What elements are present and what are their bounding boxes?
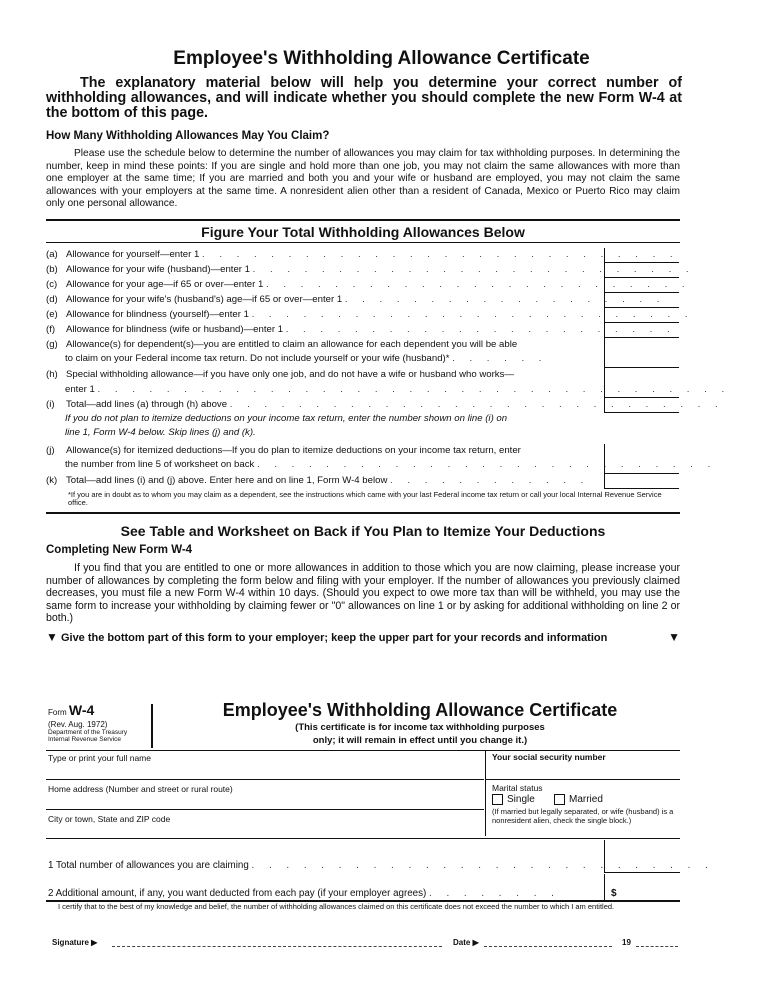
page-title: Employee's Withholding Allowance Certificate <box>173 48 590 69</box>
line-c: (c) Allowance for your age—if 65 or over—enter 1 . . . . . . . . . . . . . . . . . . . . . . . . . <box>46 279 691 290</box>
year-field[interactable] <box>636 946 678 947</box>
answer-box-e[interactable] <box>604 308 679 323</box>
year-label: 19 <box>622 938 631 947</box>
footnote: *If you are in doubt as to whom you may claim as a dependent, see the instructions which came with your last Federal income tax return or call your local Internal Revenue Service office. <box>68 490 662 507</box>
form-number: W-4 <box>68 702 95 718</box>
line-i: (i) Total—add lines (a) through (h) above . . . . . . . . . . . . . . . . . . . . . . . . . . . . . <box>46 399 724 410</box>
name-label: Type or print your full name <box>48 753 151 763</box>
form-title: Employee's Withholding Allowance Certificate <box>222 700 618 720</box>
form-id <box>48 702 128 743</box>
line-2: 2 Additional amount, if any, you want deducted from each pay (if your employer agrees) . . . . . . . . <box>48 888 560 899</box>
form-rev: (Rev. Aug. 1972) <box>48 719 108 729</box>
signature-field[interactable] <box>112 946 442 947</box>
line-2-box[interactable] <box>604 874 680 900</box>
answer-box-h[interactable] <box>604 368 679 398</box>
answer-box-c[interactable] <box>604 278 679 293</box>
completing-paragraph: If you find that you are entitled to one or more allowances in addition to those which you are now claiming, please increase your number of allowances by completing the form below and filing with your employer. If the number of allowances you previously claimed decreases, you must file a new Form W-4 within 10 days. (Should you expect to owe more tax than will be withheld, you may use the same form to increase your withholding by claiming fewer or "0" allowances on line 1 or by asking for additional withholding on line 2 or both.) <box>46 562 680 624</box>
figure-title: Figure Your Total Withholding Allowances Below <box>201 224 525 240</box>
divider <box>46 219 680 221</box>
answer-box-i[interactable] <box>604 398 679 413</box>
address-field[interactable] <box>46 796 484 808</box>
divider <box>46 809 484 810</box>
line-j: (j) Allowance(s) for itemized deductions—If you do plan to itemize deductions on your income tax return, enter <box>46 445 521 456</box>
answer-box-a[interactable] <box>604 248 679 263</box>
ssn-field[interactable] <box>492 765 678 779</box>
single-option[interactable]: Single <box>492 794 535 805</box>
line-f: (f) Allowance for blindness (wife or husband)—enter 1 . . . . . . . . . . . . . . . . . . . . . . . <box>46 324 676 335</box>
line-1-box[interactable] <box>604 840 680 873</box>
line-j-cont: the number from line 5 of worksheet on back . . . . . . . . . . . . . . . . . . . . . . . . . . . <box>65 459 717 470</box>
intro-text: The explanatory material below will help you determine your correct number of withholding allowances, and will indicate whether you should complete the new Form W-4 at the bottom of this page. <box>46 75 682 121</box>
answer-box-j[interactable] <box>604 444 679 474</box>
form-id-divider <box>151 704 153 748</box>
divider <box>46 779 484 780</box>
line-k: (k) Total—add lines (i) and (j) above. Enter here and on line 1, Form W-4 below . . . . . . . . . . . . <box>46 475 590 486</box>
form-dept: Department of the Treasury <box>48 729 128 736</box>
line-d: (d) Allowance for your wife's (husband's) age—if 65 or over—enter 1 . . . . . . . . . . . . . . . . . . . <box>46 294 666 305</box>
form-word: Form <box>48 708 67 717</box>
certify-text: I certify that to the best of my knowledge and belief, the number of withholding allowances claimed on this certificate does not exceed the number to which I am entitled. <box>58 902 615 911</box>
form-subtitle-2: only; it will remain in effect until you change it.) <box>312 735 528 746</box>
line-h-cont: enter 1 . . . . . . . . . . . . . . . . . . . . . . . . . . . . . . . . . . . . . <box>65 384 731 395</box>
line-e: (e) Allowance for blindness (yourself)—enter 1 . . . . . . . . . . . . . . . . . . . . . . . . . . <box>46 309 694 320</box>
column-divider <box>485 750 486 836</box>
see-title: See Table and Worksheet on Back if You Plan to Itemize Your Deductions <box>120 523 606 539</box>
city-label: City or town, State and ZIP code <box>48 814 171 824</box>
answer-box-b[interactable] <box>604 263 679 278</box>
divider <box>486 779 680 780</box>
completing-heading: Completing New Form W-4 <box>46 544 193 556</box>
married-option[interactable]: Married <box>554 794 603 805</box>
marital-label: Marital status <box>492 783 543 793</box>
married-note: (If married but legally separated, or wife (husband) is a nonresident alien, check the single block.) <box>492 807 674 825</box>
allowances-heading: How Many Withholding Allowances May You Claim? <box>46 130 330 142</box>
ssn-label: Your social security number <box>492 752 606 762</box>
divider <box>46 242 680 243</box>
city-field[interactable] <box>46 824 484 836</box>
line-g: (g) Allowance(s) for dependent(s)—you are entitled to claim an allowance for each dependent you will be able <box>46 339 518 350</box>
answer-box-k[interactable] <box>604 474 679 489</box>
allowances-paragraph: Please use the schedule below to determine the number of allowances you may claim for tax withholding purposes. In determining the number, keep in mind these points: If you are single and hold more than one job, you may not claim the same allowances with more than one employer at the same time; If you are married and both you and your wife or husband are employed, you may not claim the same allowances with your employers at the same time. A nonresident alien other than a resident of Canada, Mexico or Puerto Rico may claim only one personal allowance. <box>46 148 680 209</box>
down-arrow-icon: ▼ <box>46 630 58 644</box>
down-arrow-icon: ▼ <box>668 630 680 644</box>
line-g-cont: to claim on your Federal income tax return. Do not include yourself or your wife (husband)* . . . . . . <box>65 353 548 364</box>
form-irs: Internal Revenue Service <box>48 736 121 743</box>
line-b: (b) Allowance for your wife (husband)—enter 1 . . . . . . . . . . . . . . . . . . . . . . . . . . <box>46 264 695 275</box>
line-i-note2: line 1, Form W-4 below. Skip lines (j) and (k). <box>65 427 256 438</box>
single-checkbox[interactable] <box>492 794 503 805</box>
married-checkbox[interactable] <box>554 794 565 805</box>
divider <box>46 750 680 751</box>
date-field[interactable] <box>484 946 612 947</box>
divider <box>46 838 680 839</box>
name-field[interactable] <box>46 765 484 779</box>
form-subtitle-1: (This certificate is for income tax withholding purposes <box>295 722 545 733</box>
date-label: Date ▶ <box>453 938 479 947</box>
line-h: (h) Special withholding allowance—if you have only one job, and do not have a wife or husband who works— <box>46 369 514 380</box>
line-i-note: If you do not plan to itemize deductions on your income tax return, enter the number shown on line (i) on <box>65 413 508 424</box>
answer-box-g[interactable] <box>604 338 679 368</box>
address-label: Home address (Number and street or rural route) <box>48 784 233 794</box>
signature-label: Signature ▶ <box>52 938 98 947</box>
line-1: 1 Total number of allowances you are claiming . . . . . . . . . . . . . . . . . . . . . . . . . . . <box>48 860 714 871</box>
instruction-line: ▼ Give the bottom part of this form to your employer; keep the upper part for your records and information ▼ <box>46 630 680 644</box>
answer-box-f[interactable] <box>604 323 679 338</box>
dollar-sign: $ <box>611 888 617 899</box>
line-a: (a) Allowance for yourself—enter 1 . . . . . . . . . . . . . . . . . . . . . . . . . . . . <box>46 249 679 260</box>
answer-box-d[interactable] <box>604 293 679 308</box>
divider <box>46 512 680 514</box>
